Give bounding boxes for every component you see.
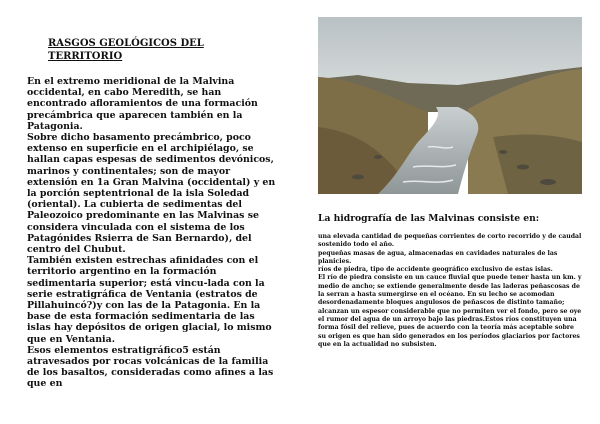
right-paragraph: El río de piedra consiste en un cauce fluvial que puede tener hasta un km. y medio de ancho; se extiende generalmente desde las laderas peñascosas de la serran a hasta sumergirse en el océano. En su lecho se acomodan desordenadamente bloques angulosos de peñascos de distinto tamaño; alcanzan un espesor considerable que no permiten ver el fondo, pero se oye el rumor del agua de un arroyo bajo las piedras.Estos ríos constituyen una forma fósil del relieve, pues de acuerdo con la teoría más aceptable sobre su origen es que han sido generados en los períodos glaciarios por factores que en la actualidad no subsisten. xyxy=(318,274,582,348)
hydrography-heading: La hidrografía de las Malvinas consiste en: xyxy=(318,213,540,224)
right-paragraph: una elevada cantidad de pequeñas corrientes de corto recorrido y de caudal sostenido todo el año. xyxy=(318,233,582,249)
landscape-photo-icon xyxy=(318,17,582,194)
left-paragraph: En el extremo meridional de la Malvina occidental, en cabo Meredith, se han encontrado afloramientos de una formación precámbrica que aparecen también en la Patagonia. xyxy=(27,76,258,132)
left-paragraph: También existen estrechas afinidades con el territorio argentino en la formación sedimentaria superior; está vincu-lada con la serie estratigráfica de Ventania (estratos de Pillahuincó?)y con las de la Patagonia. En la base de esta formación sedimentaria de las islas hay depósitos de origen glacial, lo mismo que en Ventania. xyxy=(27,255,272,345)
right-paragraph: ríos de piedra, tipo de accidente geográfico exclusivo de estas islas. xyxy=(318,266,553,274)
left-paragraph: Esos elementos estratigráfico5 están atravesados por rocas volcánicas de la familia de los basaltos, consideradas como afines a las que en xyxy=(27,344,274,390)
page-title: RASGOS GEOLÓGICOS DEL TERRITORIO xyxy=(48,38,204,62)
right-column-text xyxy=(318,233,584,349)
left-column-text xyxy=(27,76,281,390)
photo-foreground-right xyxy=(493,135,582,194)
right-paragraph: pequeñas masas de agua, almacenadas en cavidades naturales de las planicies. xyxy=(318,249,558,265)
left-paragraph: Sobre dicho basamento precámbrico, poco extenso en superficie en el archipiélago, se hallan capas espesas de sedimentos devónicos, marinos y continentales; son de mayor extensión en 1a Gran Malvina (occidental) y en la porción septentrional de la isla Soledad (oriental). La cubierta de sedimentas del Paleozoico predominante en las Malvinas se considera vinculada con el sistema de los Patagónides Rsierra de San Bernardo), del centro del Chubut. xyxy=(27,132,276,256)
